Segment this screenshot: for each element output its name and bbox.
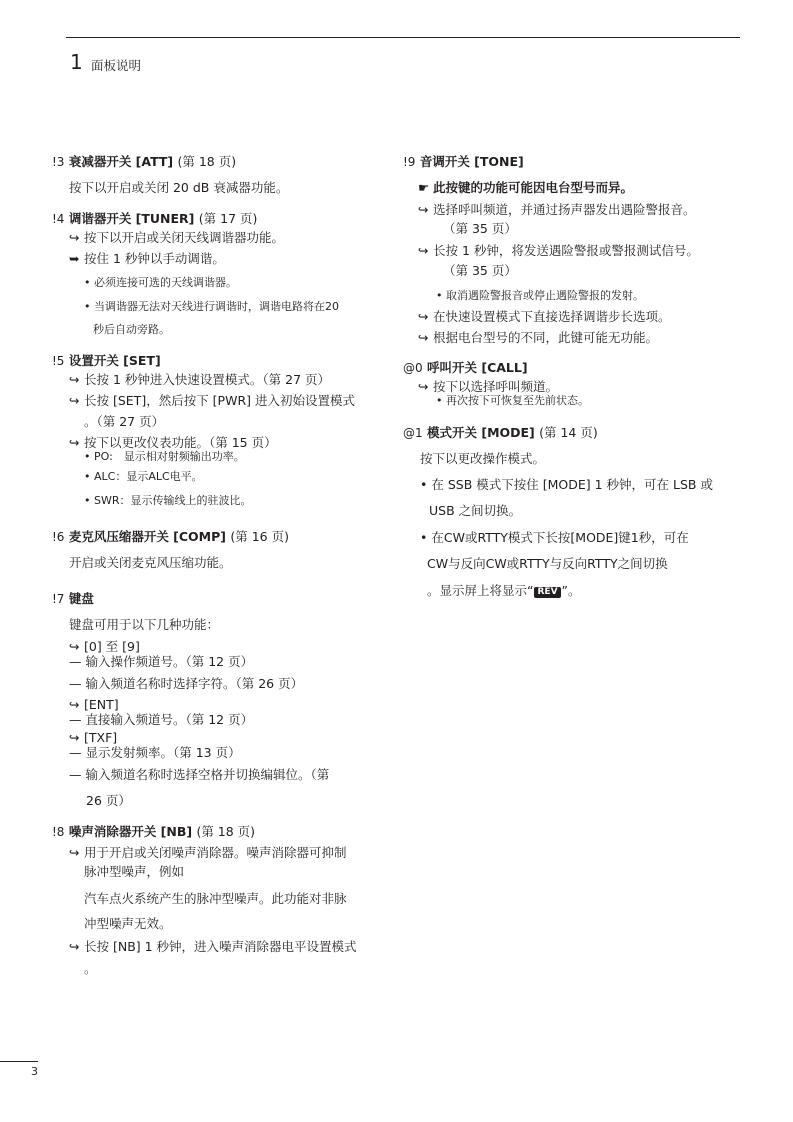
arrow-icon: ↪ bbox=[69, 435, 80, 450]
keypad-desc-1: — 输入操作频道号。（第 12 页） bbox=[69, 654, 254, 669]
set-line-3: ↪ 按下以更改仪表功能。（第 15 页） bbox=[69, 435, 277, 450]
mode-bullet-2: • 在CW或RTTY模式下长按[MODE]键1秒，可在 bbox=[420, 530, 689, 545]
arrow-icon: ↪ bbox=[418, 330, 429, 345]
tone-line-4: ↪ 根据电台型号的不同，此键可能无功能。 bbox=[418, 330, 659, 345]
section-tuner-heading: !4 调谐器开关 [TUNER] (第 17 页) bbox=[52, 211, 258, 226]
arrow-icon: ↪ bbox=[418, 202, 429, 217]
arrow-icon: ↪ bbox=[69, 845, 80, 860]
mode-bullet-1: • 在 SSB 模式下按住 [MODE] 1 秒钟，可在 LSB 或 bbox=[420, 477, 713, 492]
bullet-icon: • bbox=[84, 450, 91, 463]
chapter-title: 面板说明 bbox=[91, 58, 142, 73]
keypad-desc-5: — 输入频道名称时选择空格并切换编辑位。（第 bbox=[69, 767, 330, 782]
tone-note: • 取消遇险警报音或停止遇险警报的发射。 bbox=[436, 289, 644, 302]
set-line-2-cont: 。（第 27 页） bbox=[84, 414, 165, 429]
mode-bullet-2-cont-b: 。显示屏上将显示“ REV ”。 bbox=[427, 583, 581, 598]
tuner-note-2-cont: 秒后自动旁路。 bbox=[93, 323, 170, 336]
arrow-icon: ↪ bbox=[418, 243, 429, 258]
dash-icon: — bbox=[69, 767, 82, 782]
tuner-line-2: ➥ 按住 1 秒钟以手动调谐。 bbox=[69, 251, 225, 266]
page-number: 3 bbox=[31, 1065, 38, 1078]
nb-line-1-cont-a: 脉冲型噪声，例如 bbox=[84, 864, 185, 879]
tuner-line-1: ↪ 按下以开启或关闭天线调谐器功能。 bbox=[69, 230, 285, 245]
dash-icon: — bbox=[69, 712, 82, 727]
keypad-desc-3: — 直接输入频道号。（第 12 页） bbox=[69, 712, 254, 727]
keypad-key-txf: ↪ [TXF] bbox=[69, 730, 118, 745]
call-line-1: ↪ 按下以选择呼叫频道。 bbox=[418, 379, 559, 394]
tuner-note-1: • 必须连接可选的天线调谐器。 bbox=[84, 276, 237, 289]
rev-indicator-badge: REV bbox=[534, 587, 560, 598]
tone-line-3: ↪ 在快速设置模式下直接选择调谐步长选项。 bbox=[418, 309, 671, 324]
nb-line-1: ↪ 用于开启或关闭噪声消除器。噪声消除器可抑制 bbox=[69, 845, 347, 860]
set-note-po: • PO: 显示相对射频输出功率。 bbox=[84, 450, 245, 463]
arrow-icon: ↪ bbox=[418, 309, 429, 324]
section-keypad-heading: !7 键盘 bbox=[52, 591, 94, 606]
arrow-icon: ↪ bbox=[69, 730, 80, 745]
tone-warning: ☛ 此按键的功能可能因电台型号而异。 bbox=[418, 180, 634, 195]
bullet-icon: • bbox=[84, 470, 91, 483]
section-tone-heading: !9 音调开关 [TONE] bbox=[403, 154, 524, 169]
dash-icon: — bbox=[69, 676, 82, 691]
nb-line-1-cont-b: 汽车点火系统产生的脉冲型噪声。此功能对非脉 bbox=[84, 891, 347, 906]
keypad-desc-4: — 显示发射频率。（第 13 页） bbox=[69, 745, 241, 760]
bullet-arrow-icon: ➥ bbox=[69, 251, 80, 266]
keypad-key-digits: ↪ [0] 至 [9] bbox=[69, 639, 140, 654]
nb-line-2: ↪ 长按 [NB] 1 秒钟，进入噪声消除器电平设置模式 bbox=[69, 939, 357, 954]
footer-rule bbox=[0, 1061, 38, 1062]
set-note-alc: • ALC：显示ALC电平。 bbox=[84, 470, 203, 483]
section-att-heading: !3 衰减器开关 [ATT] (第 18 页) bbox=[52, 154, 237, 169]
comp-description: 开启或关闭麦克风压缩功能。 bbox=[69, 555, 232, 570]
arrow-icon: ↪ bbox=[69, 372, 80, 387]
bullet-icon: • bbox=[420, 477, 428, 492]
nb-line-1-cont-c: 冲型噪声无效。 bbox=[84, 916, 172, 931]
section-nb-heading: !8 噪声消除器开关 [NB] (第 18 页) bbox=[52, 824, 256, 839]
section-set-heading: !5 设置开关 [SET] bbox=[52, 353, 161, 368]
section-comp-heading: !6 麦克风压缩器开关 [COMP] (第 16 页) bbox=[52, 529, 289, 544]
nb-line-2-cont: 。 bbox=[84, 961, 97, 976]
dash-icon: — bbox=[69, 745, 82, 760]
dash-icon: — bbox=[69, 654, 82, 669]
section-call-heading: @0 呼叫开关 [CALL] bbox=[403, 360, 528, 375]
att-description: 按下以开启或关闭 20 dB 衰减器功能。 bbox=[69, 180, 289, 195]
set-note-swr: • SWR：显示传输线上的驻波比。 bbox=[84, 494, 252, 507]
arrow-icon: ↪ bbox=[69, 393, 80, 408]
tone-line-2-cont: （第 35 页） bbox=[443, 263, 517, 278]
section-mode-heading: @1 模式开关 [MODE] (第 14 页) bbox=[403, 425, 598, 440]
chapter-number: 1 bbox=[70, 50, 83, 74]
bullet-icon: • bbox=[436, 289, 443, 302]
set-line-1: ↪ 长按 1 秒钟进入快速设置模式。（第 27 页） bbox=[69, 372, 331, 387]
bullet-icon: • bbox=[420, 530, 428, 545]
arrow-icon: ↪ bbox=[69, 639, 80, 654]
header-rule bbox=[66, 37, 740, 38]
arrow-icon: ↪ bbox=[69, 230, 80, 245]
call-note: • 再次按下可恢复至先前状态。 bbox=[436, 394, 589, 407]
keypad-desc-5-cont: 26 页） bbox=[86, 793, 131, 808]
bullet-icon: • bbox=[84, 300, 91, 313]
tone-line-2: ↪ 长按 1 秒钟，将发送遇险警报或警报测试信号。 bbox=[418, 243, 699, 258]
hand-pointer-icon: ☛ bbox=[418, 180, 430, 195]
mode-bullet-2-cont-a: CW与反向CW或RTTY与反向RTTY之间切换 bbox=[427, 556, 668, 571]
keypad-key-ent: ↪ [ENT] bbox=[69, 697, 119, 712]
tone-line-1: ↪ 选择呼叫频道，并通过扬声器发出遇险警报音。 bbox=[418, 202, 696, 217]
arrow-icon: ↪ bbox=[69, 939, 80, 954]
keypad-intro: 键盘可用于以下几种功能： bbox=[69, 617, 220, 632]
arrow-icon: ↪ bbox=[418, 379, 429, 394]
mode-bullet-1-cont: USB 之间切换。 bbox=[429, 503, 522, 518]
bullet-icon: • bbox=[436, 394, 443, 407]
tuner-note-2: • 当调谐器无法对天线进行调谐时，调谐电路将在20 bbox=[84, 300, 339, 313]
set-line-2: ↪ 长按 [SET]，然后按下 [PWR] 进入初始设置模式 bbox=[69, 393, 355, 408]
arrow-icon: ↪ bbox=[69, 697, 80, 712]
mode-intro: 按下以更改操作模式。 bbox=[420, 451, 546, 466]
keypad-desc-2: — 输入频道名称时选择字符。（第 26 页） bbox=[69, 676, 304, 691]
bullet-icon: • bbox=[84, 494, 91, 507]
tone-line-1-cont: （第 35 页） bbox=[443, 221, 517, 236]
bullet-icon: • bbox=[84, 276, 91, 289]
